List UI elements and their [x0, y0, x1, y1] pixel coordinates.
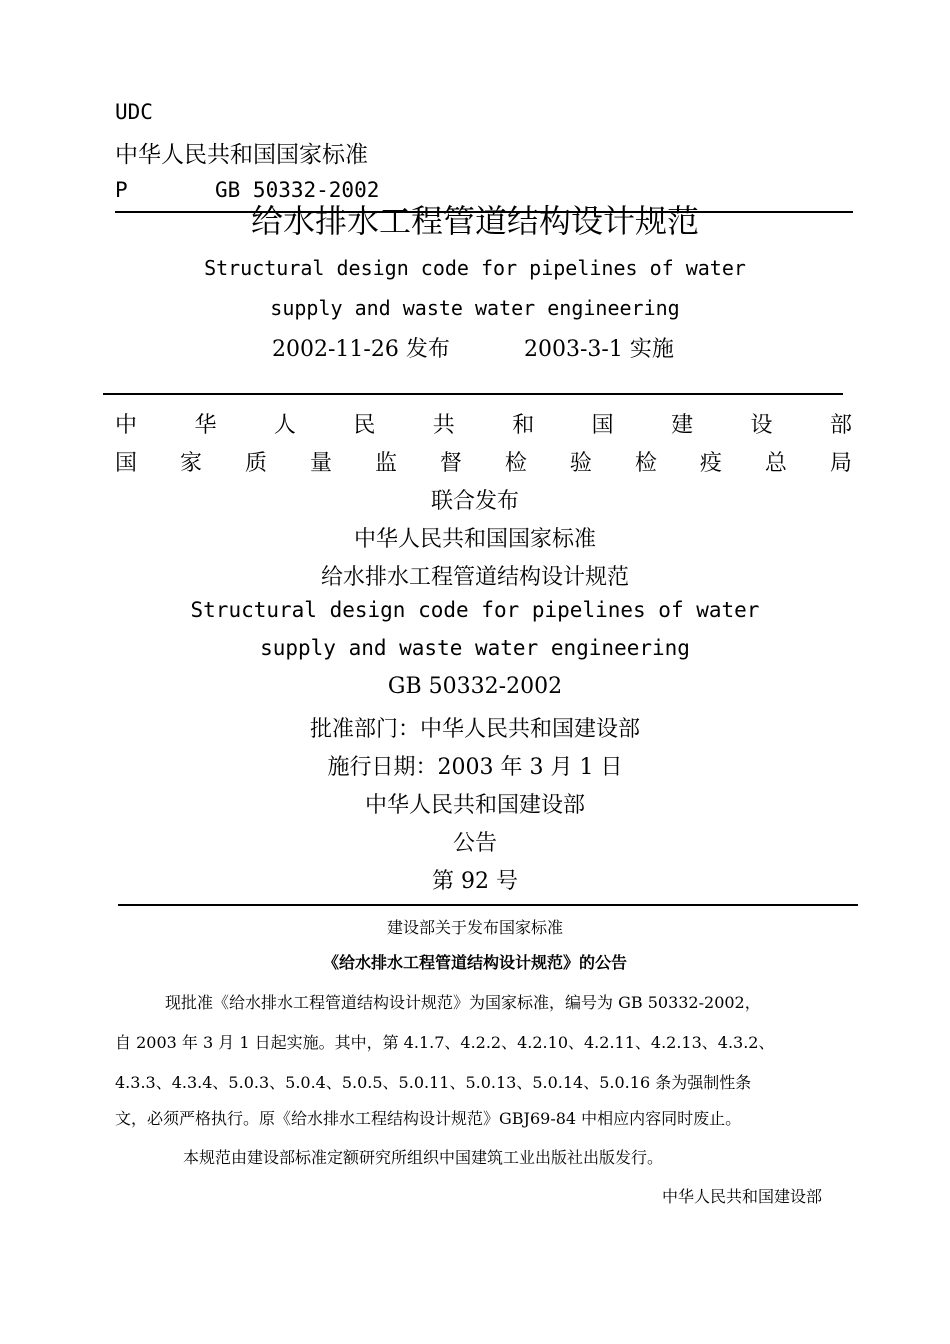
issuer-char: 量 [309, 451, 332, 476]
issuer-char: 检 [634, 451, 657, 476]
issuer-char: 部 [829, 413, 852, 438]
announcement-heading-1: 建设部关于发布国家标准 [386, 918, 563, 937]
issuer-char: 验 [569, 451, 592, 476]
joint-issue: 联合发布 [430, 489, 519, 514]
cover-title-en-line2: supply and waste water engineering [270, 296, 680, 320]
cover-rule [103, 393, 843, 395]
title-page-title-en-line1: Structural design code for pipelines of water [190, 598, 760, 622]
gb-code-header: GB 50332-2002 [215, 178, 380, 202]
issuer-char: 建 [671, 413, 694, 438]
issuer-char: 家 [179, 451, 202, 476]
issuer-char: 中 [115, 413, 138, 438]
issuer-char: 总 [764, 451, 787, 476]
cover-title-en-line1: Structural design code for pipelines of water [204, 256, 746, 280]
title-page-national-standard: 中华人民共和国国家标准 [353, 527, 596, 552]
issuer-char: 民 [353, 413, 376, 438]
approval-department: 批准部门：中华人民共和国建设部 [309, 717, 640, 742]
issuer-line-2 [115, 446, 852, 477]
cover-title-cn: 给水排水工程管道结构设计规范 [250, 202, 699, 240]
issuer-char: 国 [115, 451, 138, 476]
issuer-char: 设 [750, 413, 773, 438]
notice-rule [118, 904, 858, 906]
title-page-title-cn: 给水排水工程管道结构设计规范 [320, 565, 629, 590]
issuer-char: 监 [374, 451, 397, 476]
issuer-char: 质 [244, 451, 267, 476]
issuer-char: 督 [439, 451, 462, 476]
notice-label: 公告 [452, 831, 497, 856]
udc-label: UDC [115, 100, 153, 124]
announcement-heading-2: 《给水排水工程管道结构设计规范》的公告 [322, 953, 627, 972]
issuer-char: 和 [512, 413, 535, 438]
issuer-char: 检 [504, 451, 527, 476]
issuer-char: 华 [194, 413, 217, 438]
issuer-char: 共 [432, 413, 455, 438]
title-page-title-en-line2: supply and waste water engineering [260, 636, 690, 660]
announcement-para1-line4: 文，必须严格执行。原《给水排水工程结构设计规范》GBJ69-84 中相应内容同时废止。 [115, 1109, 742, 1128]
announcement-signature: 中华人民共和国建设部 [662, 1187, 823, 1206]
issue-date: 2002-11-26 发布 [272, 337, 450, 362]
national-standard-header: 中华人民共和国国家标准 [115, 142, 368, 168]
announcement-para1-line2: 自 2003 年 3 月 1 日起实施。其中，第 4.1.7、4.2.2、4.2.10、4.2.11、4.2.13、4.3.2、 [115, 1033, 775, 1052]
ministry-name: 中华人民共和国建设部 [364, 793, 585, 818]
effective-date: 2003-3-1 实施 [524, 337, 674, 362]
issuer-char: 人 [273, 413, 296, 438]
issuer-char: 局 [829, 451, 852, 476]
announcement-para1-line1: 现批准《给水排水工程管道结构设计规范》为国家标准，编号为 GB 50332-2002， [165, 993, 761, 1012]
issuer-char: 国 [591, 413, 614, 438]
issuer-char: 疫 [699, 451, 722, 476]
announcement-para2: 本规范由建设部标准定额研究所组织中国建筑工业出版社出版发行。 [183, 1148, 664, 1167]
notice-number: 第 92 号 [432, 869, 518, 894]
title-page-gb-code: GB 50332-2002 [387, 674, 563, 699]
announcement-para1-line3: 4.3.3、4.3.4、5.0.3、5.0.4、5.0.5、5.0.11、5.0.13、5.0.14、5.0.16 条为强制性条 [115, 1073, 752, 1092]
issuer-line-1 [115, 408, 852, 439]
effective-date-line: 施行日期：2003 年 3 月 1 日 [327, 755, 623, 780]
p-label: P [115, 178, 128, 202]
